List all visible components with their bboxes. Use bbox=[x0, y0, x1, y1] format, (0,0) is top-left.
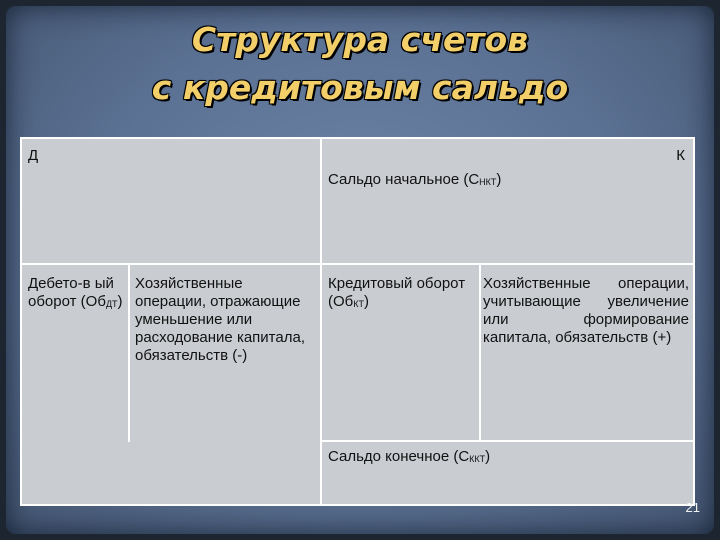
account-structure-table bbox=[20, 137, 695, 506]
title-line-1: Структура счетов bbox=[191, 20, 529, 59]
debit-label: Д bbox=[28, 147, 39, 164]
debit-header bbox=[28, 147, 38, 165]
credit-operations bbox=[483, 275, 689, 347]
debit-inner-divider bbox=[128, 265, 130, 442]
credit-turnover bbox=[328, 275, 476, 313]
opening-balance-close: ) bbox=[496, 171, 502, 188]
credit-label: К bbox=[676, 147, 685, 164]
debit-turnover-close: ) bbox=[117, 293, 123, 310]
closing-balance-subscript: ККТ bbox=[469, 454, 486, 464]
credit-turnover-text: Кредитовый оборот (Об bbox=[328, 275, 466, 310]
credit-turnover-close: ) bbox=[364, 293, 370, 310]
credit-inner-divider bbox=[479, 265, 481, 442]
center-divider bbox=[320, 139, 322, 504]
credit-turnover-subscript: КТ bbox=[353, 299, 365, 309]
closing-balance-close: ) bbox=[485, 448, 491, 465]
debit-operations bbox=[135, 275, 315, 365]
title-line-2: с кредитовым сальдо bbox=[151, 68, 569, 107]
row-divider-2 bbox=[320, 440, 693, 442]
opening-balance bbox=[328, 171, 501, 191]
slide-title bbox=[0, 16, 720, 112]
opening-balance-subscript: НКТ bbox=[479, 177, 497, 187]
debit-operations-text: Хозяйственные операции, отражающие уменьшение или расходование капитала, обязательств (-) bbox=[135, 275, 305, 364]
closing-balance-text: Сальдо конечное (С bbox=[328, 448, 470, 465]
opening-balance-text: Сальдо начальное (С bbox=[328, 171, 480, 188]
credit-operations-text: Хозяйственные операции, учитывающие увеличение или формирование капитала, обязательств (+) bbox=[483, 275, 689, 346]
closing-balance bbox=[328, 448, 490, 468]
debit-turnover bbox=[28, 275, 124, 313]
debit-turnover-subscript: ДТ bbox=[105, 299, 118, 309]
row-divider-1 bbox=[22, 263, 693, 265]
page-number: 21 bbox=[685, 500, 700, 515]
debit-turnover-text: Дебето-в ый оборот (Об bbox=[28, 275, 114, 310]
credit-header bbox=[676, 147, 685, 165]
